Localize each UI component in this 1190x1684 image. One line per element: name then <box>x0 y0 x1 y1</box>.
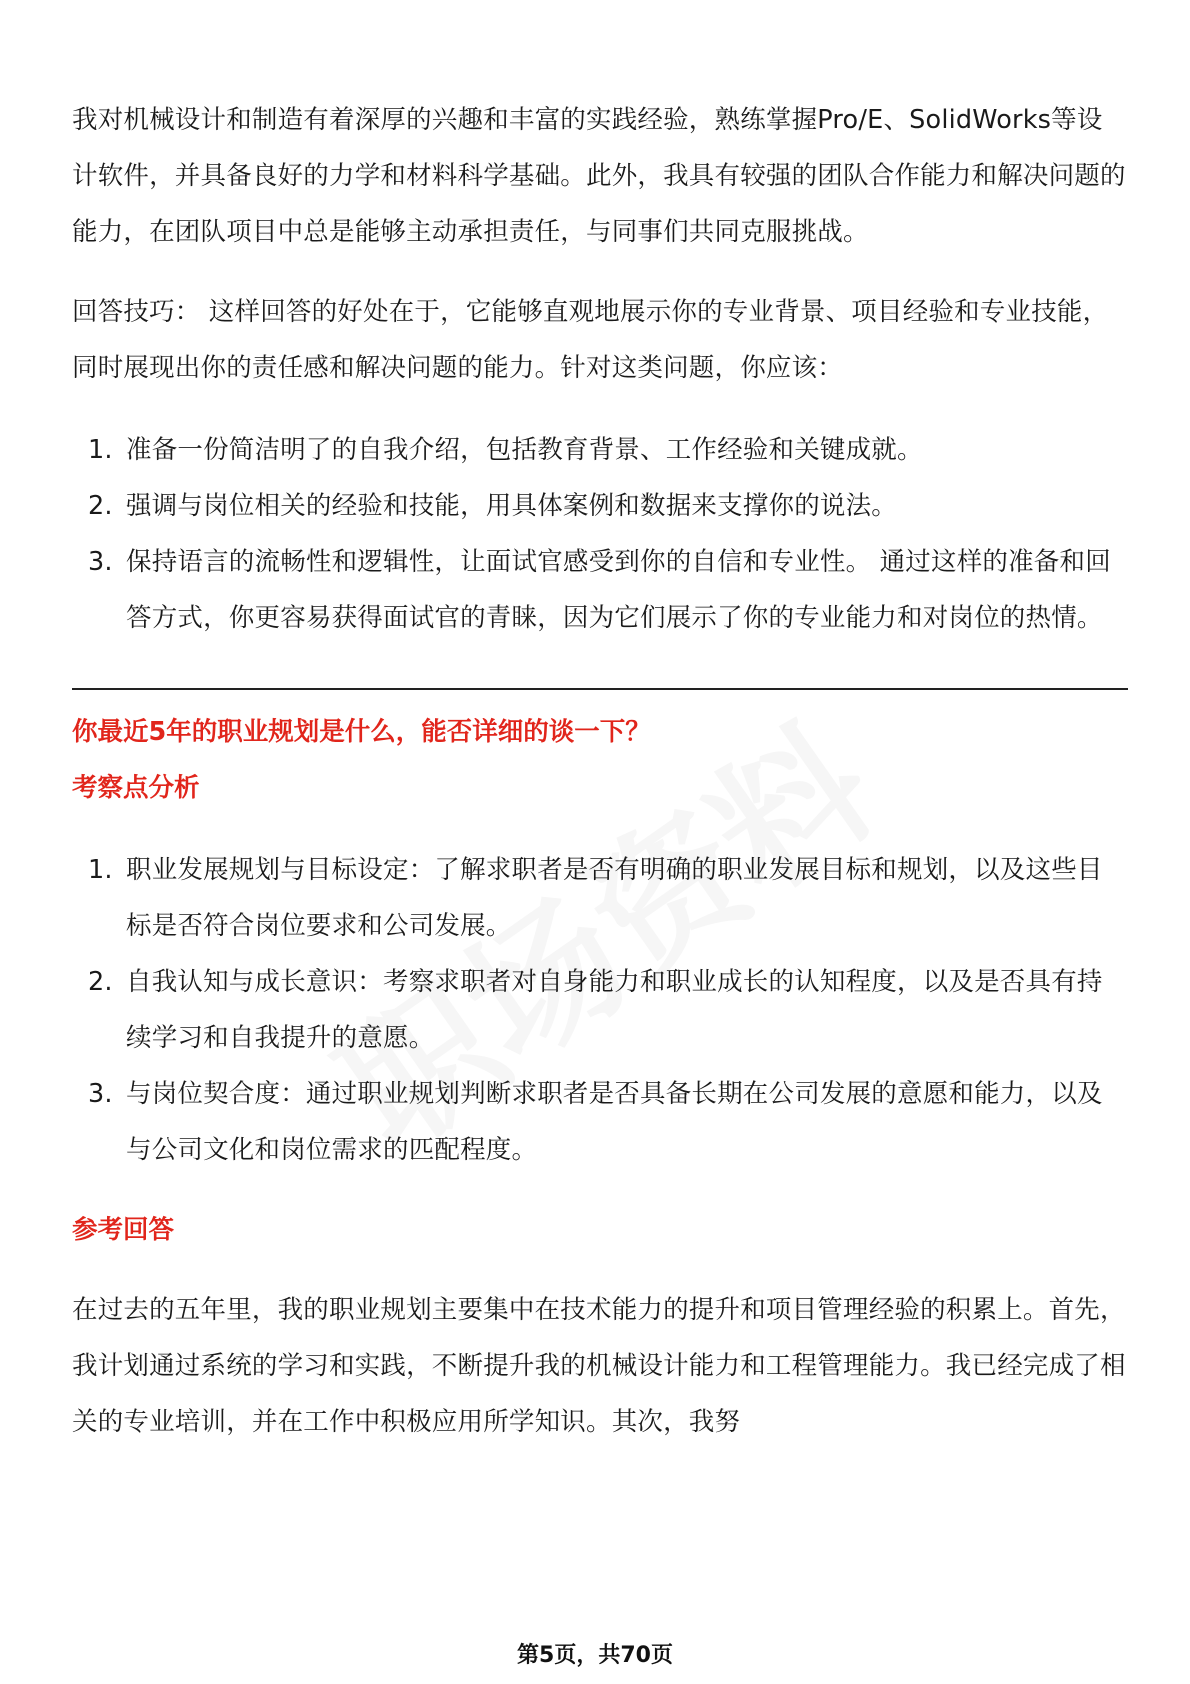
list-item: 3. 与岗位契合度：通过职业规划判断求职者是否具备长期在公司发展的意愿和能力，以及与公司文化和岗位需求的匹配程度。 <box>88 1079 1103 1165</box>
question-heading: 你最近5年的职业规划是什么，能否详细的谈一下？ <box>72 717 651 747</box>
section-divider <box>72 688 1128 690</box>
answer-heading: 参考回答 <box>72 1215 175 1245</box>
list-item: 1. 准备一份简洁明了的自我介绍，包括教育背景、工作经验和关键成就。 <box>88 435 923 465</box>
intro-paragraph: 我对机械设计和制造有着深厚的兴趣和丰富的实践经验，熟练掌握Pro/E、SolidWorks等设计软件，并具备良好的力学和材料科学基础。此外，我具有较强的团队合作能力和解决问题的能力，在团队项目中总是能够主动承担责任，与同事们共同克服挑战。 <box>72 105 1126 247</box>
analysis-heading: 考察点分析 <box>72 773 200 803</box>
page-number: 第5页，共70页 <box>517 1643 673 1668</box>
list-item: 3. 保持语言的流畅性和逻辑性，让面试官感受到你的自信和专业性。 通过这样的准备和回答方式，你更容易获得面试官的青睐，因为它们展示了你的专业能力和对岗位的热情。 <box>88 547 1111 633</box>
tips-list <box>72 422 1128 646</box>
answer-paragraph: 在过去的五年里，我的职业规划主要集中在技术能力的提升和项目管理经验的积累上。首先，我计划通过系统的学习和实践，不断提升我的机械设计能力和工程管理能力。我已经完成了相关的专业培训，并在工作中积极应用所学知识。其次，我努 <box>72 1295 1126 1437</box>
list-item: 2. 自我认知与成长意识：考察求职者对自身能力和职业成长的认知程度，以及是否具有持续学习和自我提升的意愿。 <box>88 967 1103 1053</box>
analysis-list <box>72 842 1128 1178</box>
list-item: 1. 职业发展规划与目标设定：了解求职者是否有明确的职业发展目标和规划，以及这些目标是否符合岗位要求和公司发展。 <box>88 855 1103 941</box>
list-item: 2. 强调与岗位相关的经验和技能，用具体案例和数据来支撑你的说法。 <box>88 491 898 521</box>
document-page <box>72 92 1128 1450</box>
tips-paragraph: 回答技巧： 这样回答的好处在于，它能够直观地展示你的专业背景、项目经验和专业技能，同时展现出你的责任感和解决问题的能力。针对这类问题，你应该： <box>72 297 1109 383</box>
